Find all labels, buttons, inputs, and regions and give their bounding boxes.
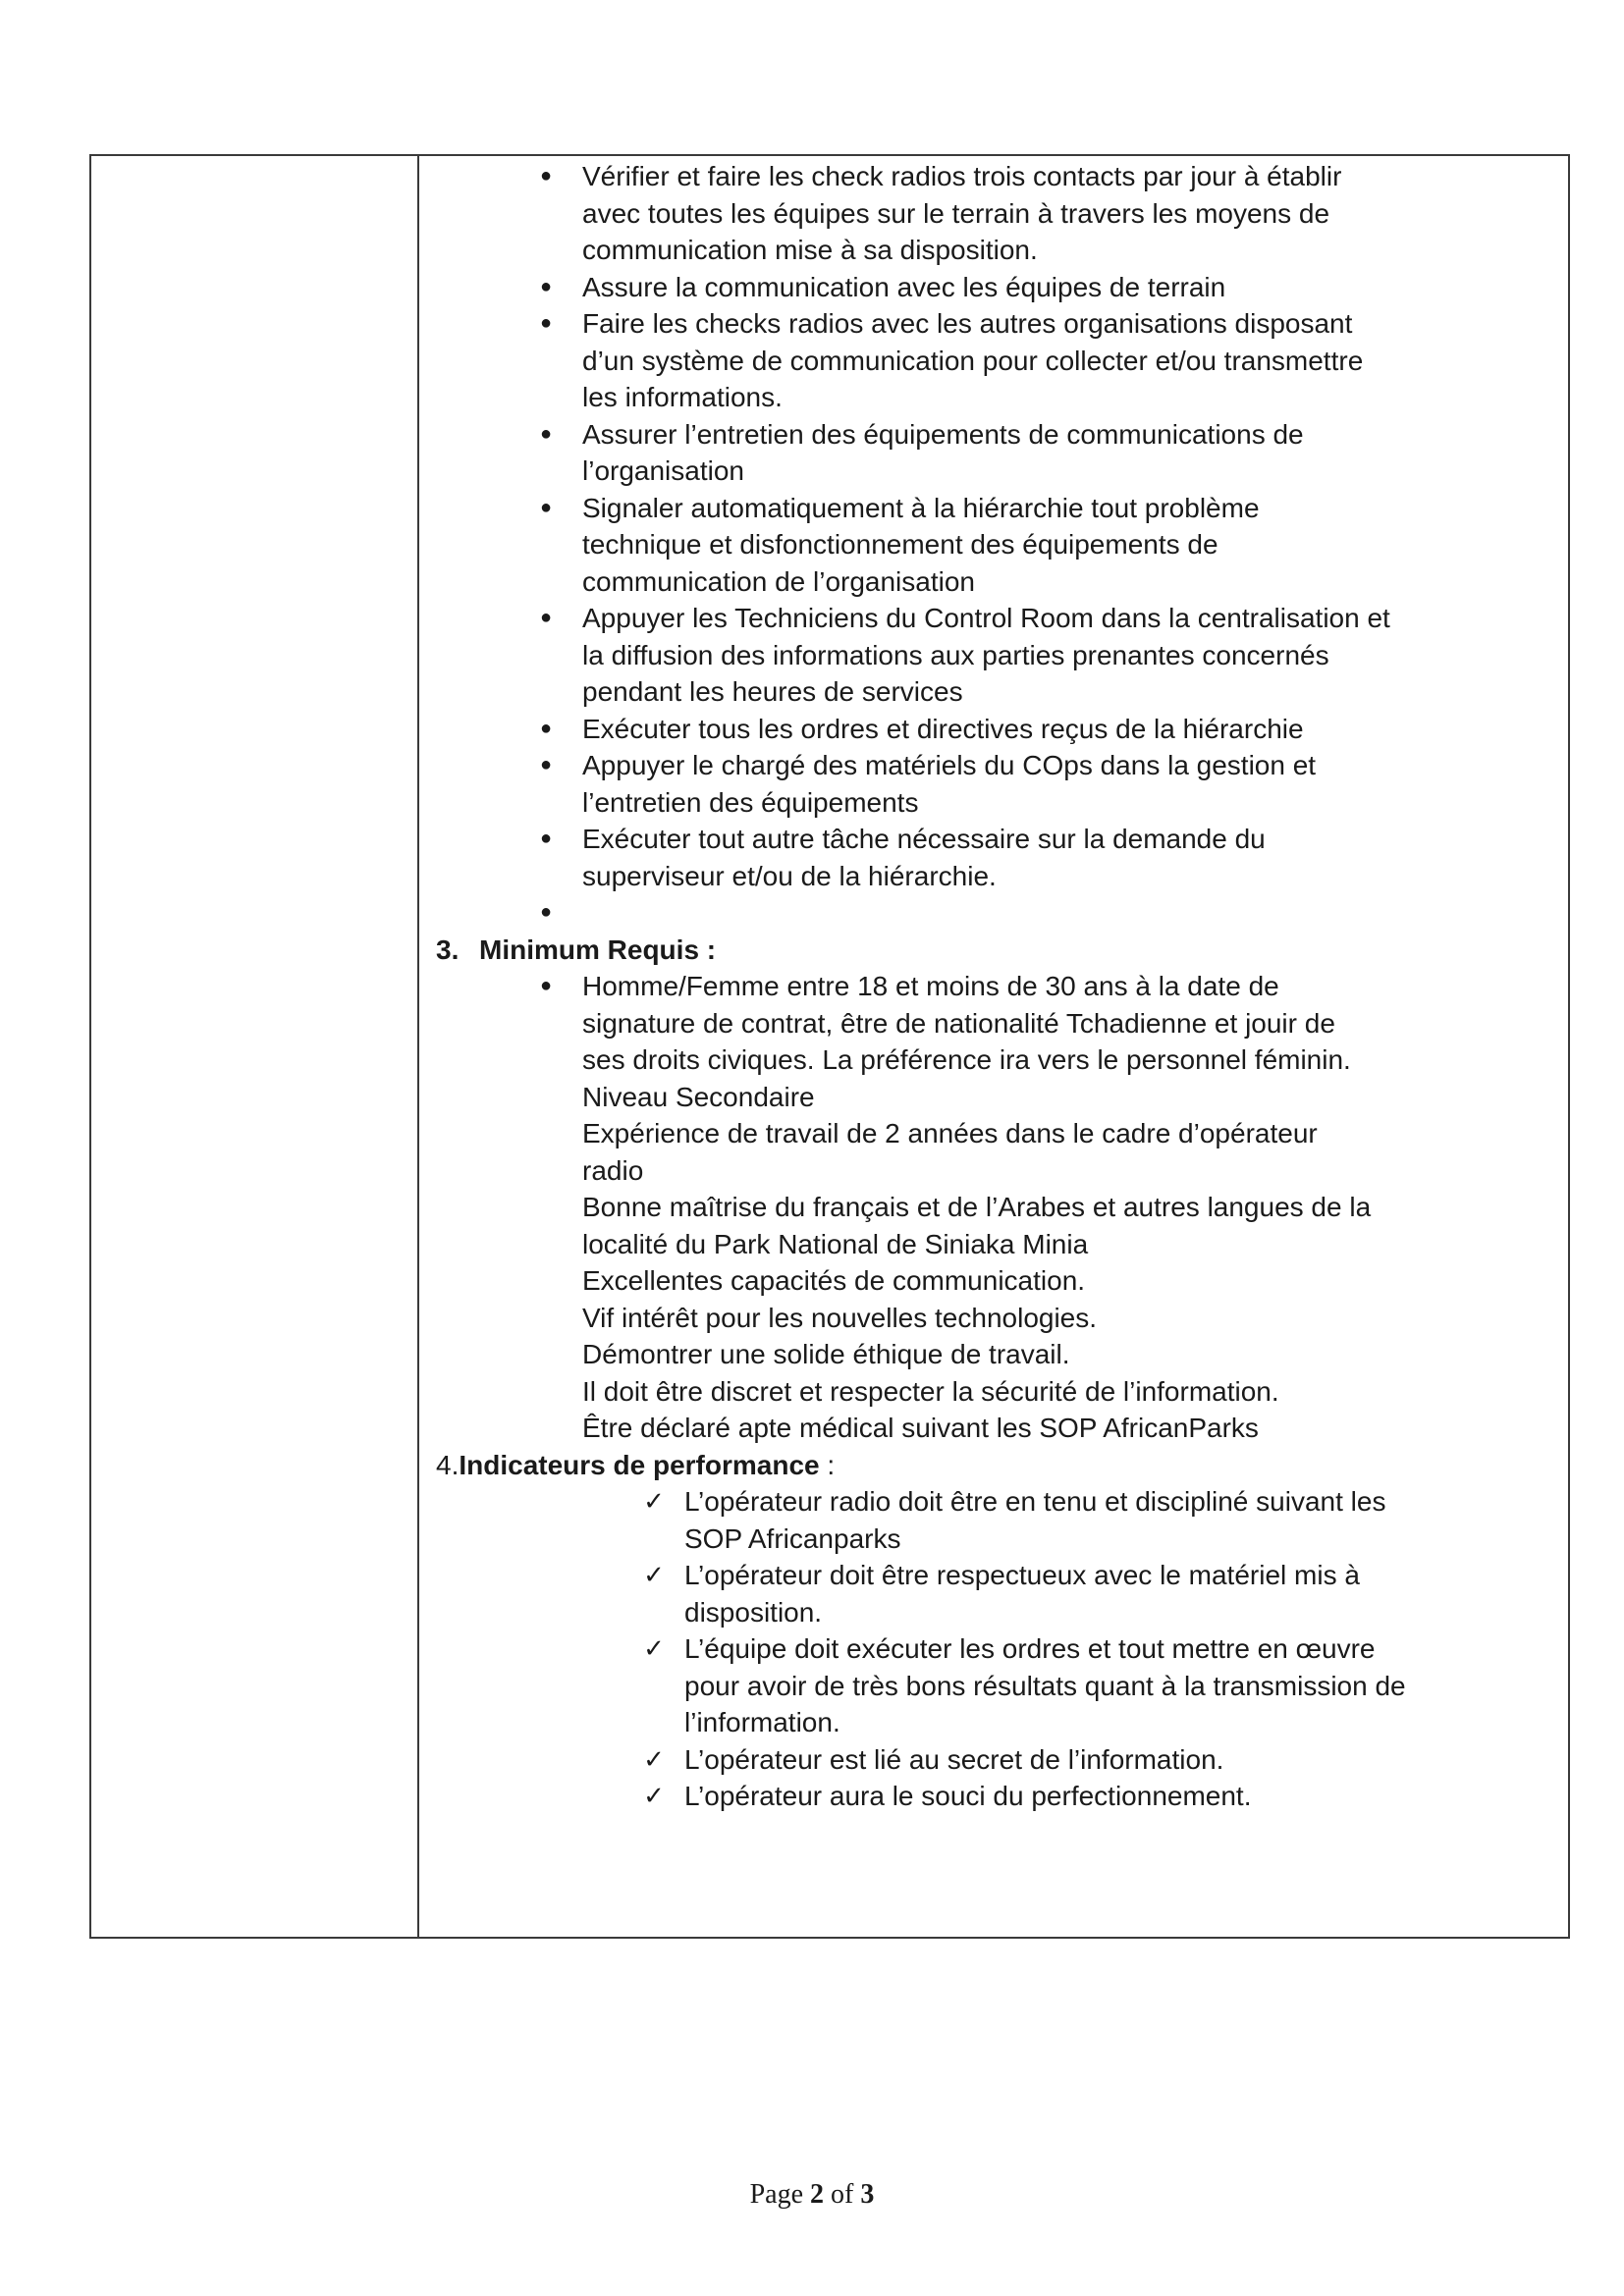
list-item: ● Faire les checks radios avec les autres organisations disposant d’un système de communication pour collecter et/ou transmettre les informations.	[421, 305, 1568, 416]
bullet-icon: ●	[539, 828, 553, 849]
job-description-content	[421, 156, 1568, 1815]
list-item: ● Signaler automatiquement à la hiérarchie tout problème technique et disfonctionnement des équipements de communication de l’organisation	[421, 490, 1568, 601]
checkmark-icon: ✓	[643, 1560, 665, 1589]
performance-indicators-list	[421, 1483, 1568, 1815]
requirement-line: Expérience de travail de 2 années dans le cadre d’opérateur	[582, 1118, 1318, 1148]
list-item: ✓ L’équipe doit exécuter les ordres et tout mettre en œuvre pour avoir de très bons résultats quant à la transmission de l’information.	[421, 1630, 1568, 1741]
section-4-heading: 4.Indicateurs de performance :	[436, 1449, 836, 1480]
list-item: ● Appuyer le chargé des matériels du COps dans la gestion et l’entretien des équipements	[421, 747, 1568, 821]
list-item: ✓ L’opérateur est lié au secret de l’information.	[421, 1741, 1568, 1779]
requirement-line: localité du Park National de Siniaka Minia	[582, 1228, 1089, 1259]
document-table	[89, 154, 1570, 1939]
bullet-icon: ●	[539, 754, 553, 775]
requirement-line: Bonne maîtrise du français et de l’Arabes et autres langues de la	[582, 1192, 1372, 1222]
bullet-icon: ●	[539, 901, 553, 923]
bullet-icon: ●	[539, 422, 553, 445]
requirements-plain-lines	[421, 1079, 1568, 1447]
checkmark-icon: ✓	[643, 1743, 665, 1774]
page-footer: Page 2 of 3	[749, 2179, 875, 2210]
bullet-icon: ●	[539, 312, 553, 334]
list-item: ● Assure la communication avec les équipes de terrain	[421, 269, 1568, 306]
bullet-icon: ●	[539, 975, 553, 996]
requirement-line: radio	[582, 1154, 644, 1186]
list-item: ● Appuyer les Techniciens du Control Room dans la centralisation et la diffusion des informations aux parties prenantes concernés pendant les heures de services	[421, 600, 1568, 711]
bullet-icon: ●	[539, 275, 553, 297]
bullet-icon: ●	[539, 717, 553, 739]
list-item	[421, 894, 1568, 932]
list-item: ● Assurer l’entretien des équipements de communications de l’organisation	[421, 416, 1568, 490]
section-3-heading: 3. Minimum Requis :	[436, 934, 717, 965]
list-item: ● Vérifier et faire les check radios trois contacts par jour à établir avec toutes les équipes sur le terrain à travers les moyens de communication mise à sa disposition.	[421, 158, 1568, 269]
bullet-icon: ●	[539, 496, 553, 518]
requirement-line: Il doit être discret et respecter la sécurité de l’information.	[582, 1375, 1279, 1407]
requirement-line: Excellentes capacités de communication.	[582, 1265, 1086, 1296]
bullet-icon: ●	[539, 607, 553, 628]
duties-list	[421, 158, 1568, 932]
list-item: ● Exécuter tous les ordres et directives reçus de la hiérarchie	[421, 711, 1568, 748]
checkmark-icon: ✓	[643, 1633, 665, 1663]
requirement-line: Démontrer une solide éthique de travail.	[582, 1339, 1070, 1369]
checkmark-icon: ✓	[643, 1781, 665, 1810]
table-left-column	[91, 156, 419, 1937]
requirement-line: Vif intérêt pour les nouvelles technologies.	[582, 1302, 1098, 1333]
requirement-line: Niveau Secondaire	[582, 1081, 815, 1112]
list-item: ✓ L’opérateur aura le souci du perfectionnement.	[421, 1778, 1568, 1815]
requirements-list	[421, 968, 1568, 1079]
list-item: ● Exécuter tout autre tâche nécessaire sur la demande du superviseur et/ou de la hiérarchie.	[421, 821, 1568, 894]
table-right-column	[421, 156, 1568, 1937]
list-item: ✓ L’opérateur radio doit être en tenu et discipliné suivant les SOP Africanparks	[421, 1483, 1568, 1557]
list-item: ✓ L’opérateur doit être respectueux avec le matériel mis à disposition.	[421, 1557, 1568, 1630]
list-item: ● Homme/Femme entre 18 et moins de 30 ans à la date de signature de contrat, être de nationalité Tchadienne et jouir de ses droits civiques. La préférence ira vers le personnel féminin.	[421, 968, 1568, 1079]
bullet-icon: ●	[539, 165, 553, 187]
requirement-line: Être déclaré apte médical suivant les SOP AfricanParks	[582, 1413, 1259, 1443]
checkmark-icon: ✓	[643, 1486, 665, 1516]
